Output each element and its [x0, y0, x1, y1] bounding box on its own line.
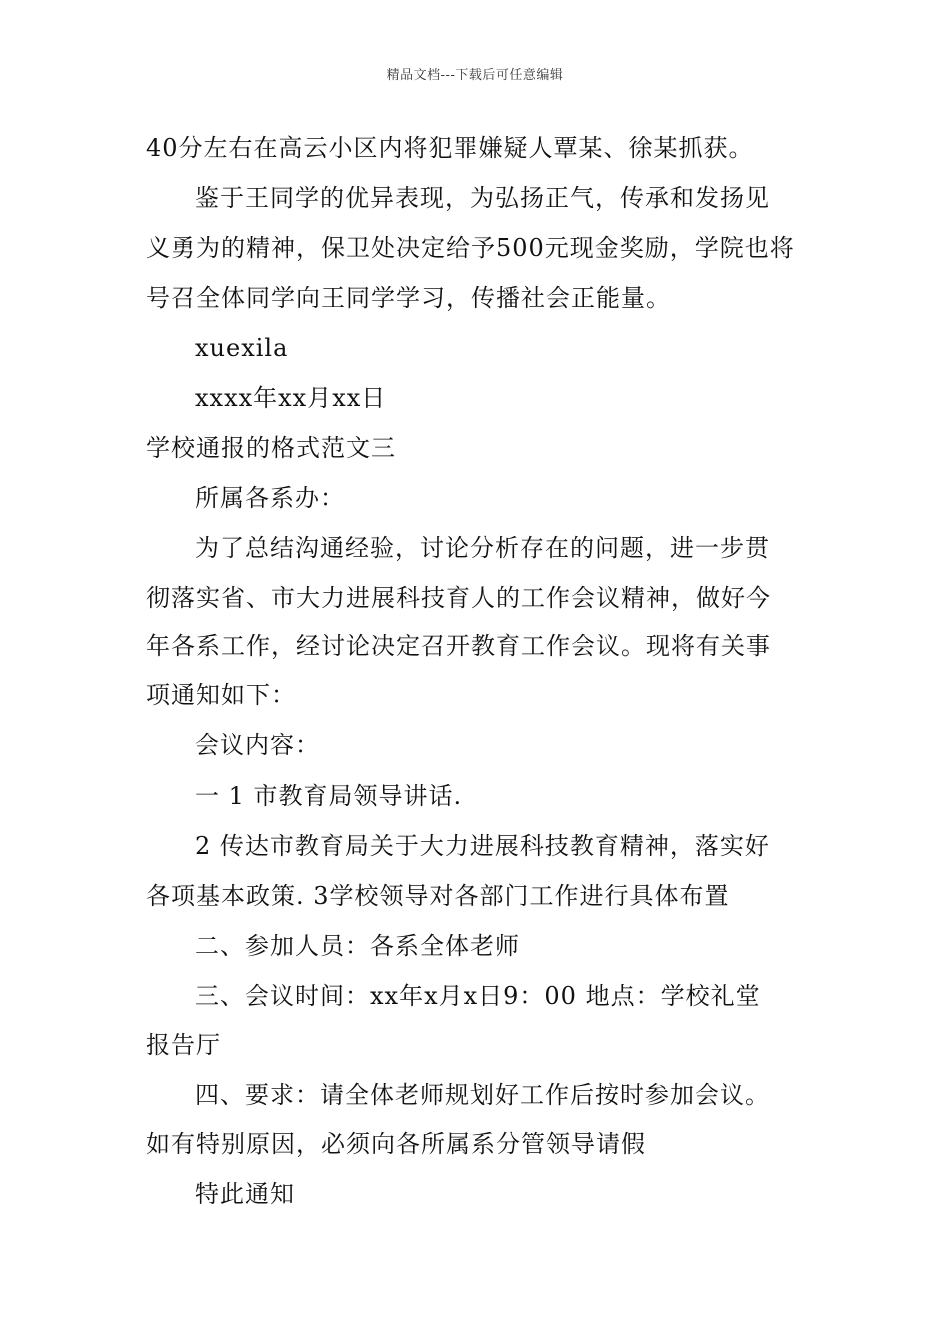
text-line: xuexila [195, 334, 289, 362]
text-line: 号召全体同学向王同学学习，传播社会正能量。 [146, 284, 671, 312]
text-line: 项通知如下： [146, 681, 296, 709]
text-line: 各项基本政策. 3学校领导对各部门工作进行具体布置 [146, 882, 730, 910]
text-line: 特此通知 [195, 1180, 295, 1208]
text-line: 所属各系办： [195, 484, 345, 512]
text-line: 彻落实省、市大力进展科技育人的工作会议精神，做好今 [146, 584, 771, 612]
text-line: 2 传达市教育局关于大力进展科技教育精神，落实好 [195, 832, 770, 860]
text-line: 四、要求：请全体老师规划好工作后按时参加会议。 [195, 1081, 770, 1109]
text-line: 40分左右在高云小区内将犯罪嫌疑人覃某、徐某抓获。 [146, 134, 754, 162]
text-line: 鉴于王同学的优异表现，为弘扬正气，传承和发扬见 [195, 184, 770, 212]
text-line: 义勇为的精神，保卫处决定给予500元现金奖励，学院也将 [146, 234, 795, 262]
text-line: 报告厅 [146, 1031, 221, 1059]
text-line: 二、参加人员：各系全体老师 [195, 932, 520, 960]
page-header: 精品文档---下载后可任意编辑 [386, 68, 564, 83]
text-line: 为了总结沟通经验，讨论分析存在的问题，进一步贯 [195, 534, 770, 562]
text-line: xxxx年xx月xx日 [195, 384, 387, 412]
text-line: 如有特别原因，必须向各所属系分管领导请假 [146, 1130, 646, 1158]
text-line: 年各系工作，经讨论决定召开教育工作会议。现将有关事 [146, 632, 771, 660]
text-line: 一 1 市教育局领导讲话. [195, 782, 463, 810]
section-title: 学校通报的格式范文三 [146, 434, 396, 462]
text-line: 会议内容： [195, 731, 320, 759]
text-line: 三、会议时间：xx年x月x日9：00 地点：学校礼堂 [195, 982, 761, 1010]
